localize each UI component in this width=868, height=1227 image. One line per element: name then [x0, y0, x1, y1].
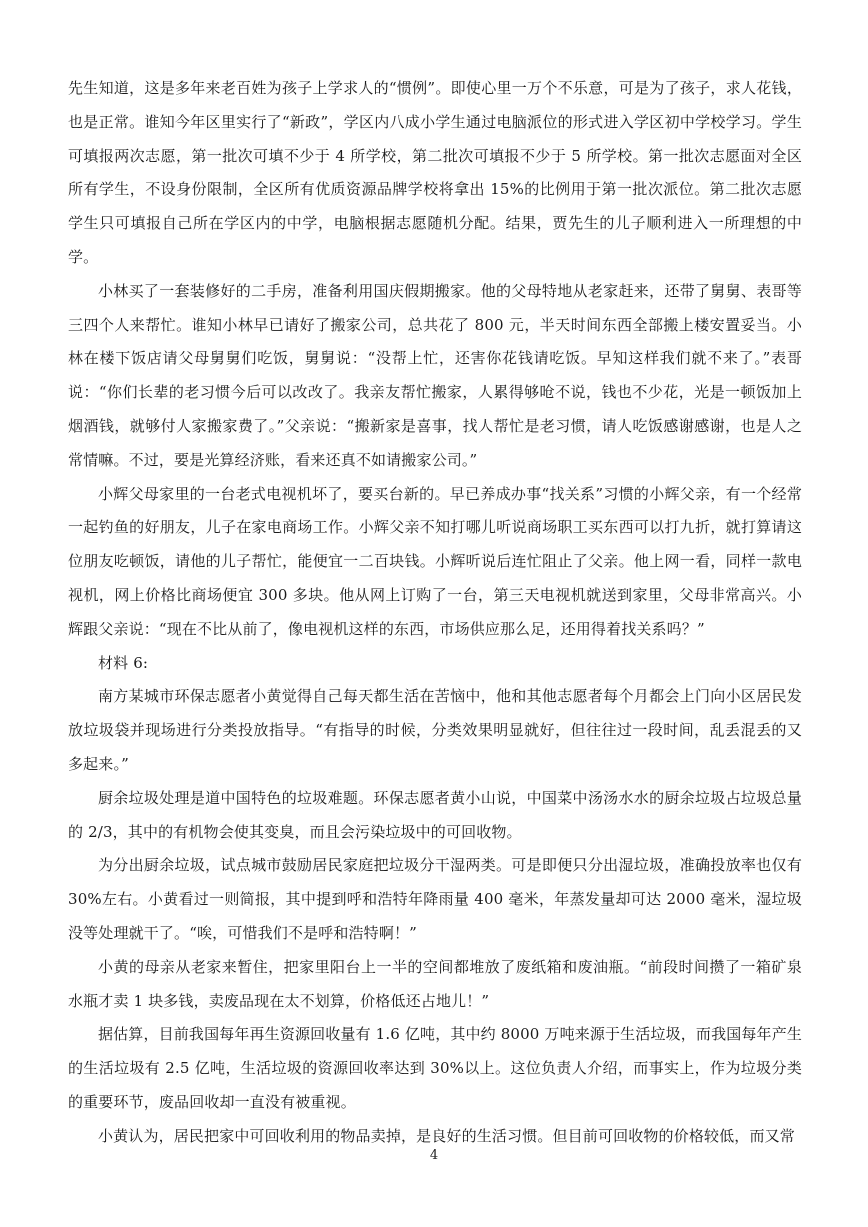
paragraph: 小黄的母亲从老家来暂住，把家里阳台上一半的空间都堆放了废纸箱和废油瓶。“前段时间攒了一箱矿泉水瓶才卖 1 块多钱，卖废品现在太不划算，价格低还占地儿！”	[68, 957, 802, 1010]
paragraph: 据估算，目前我国每年再生资源回收量有 1.6 亿吨，其中约 8000 万吨来源于生活垃圾，而我国每年产生的生活垃圾有 2.5 亿吨，生活垃圾的资源回收率达到 30%以上。这位负责人介绍，而事实上，作为垃圾分类的重要环节，废品回收却一直没有被重视。	[68, 1025, 802, 1111]
paragraph: 小林买了一套装修好的二手房，准备利用国庆假期搬家。他的父母特地从老家赶来，还带了舅舅、表哥等三四个人来帮忙。谁知小林早已请好了搬家公司，总共花了 800 元，半天时间东西全部搬上楼安置妥当。小林在楼下饭店请父母舅舅们吃饭，舅舅说：“没帮上忙，还害你花钱请吃饭。早知这样我们就不来了。”表哥说：“你们长辈的老习惯今后可以改改了。我亲友帮忙搬家，人累得够呛不说，钱也不少花，光是一顿饭加上烟酒钱，就够付人家搬家费了。”父亲说：“搬新家是喜事，找人帮忙是老习惯，请人吃饭感谢感谢，也是人之常情嘛。不过，要是光算经济账，看来还真不如请搬家公司。”	[68, 281, 802, 469]
section-heading: 材料 6:	[98, 653, 149, 672]
paragraph: 小黄认为，居民把家中可回收利用的物品卖掉，是良好的生活习惯。但目前可回收物的价格较低，而又常	[98, 1126, 795, 1145]
page-number: 4	[429, 1148, 439, 1163]
paragraph: 为分出厨余垃圾，试点城市鼓励居民家庭把垃圾分干湿两类。可是即便只分出湿垃圾，准确投放率也仅有 30%左右。小黄看过一则简报，其中提到呼和浩特年降雨量 400 毫米，年蒸发量却可达 2000 毫米，湿垃圾没等处理就干了。“唉，可惜我们不是呼和浩特啊！”	[68, 856, 802, 942]
paragraph: 先生知道，这是多年来老百姓为孩子上学求人的“惯例”。即使心里一万个不乐意，可是为了孩子，求人花钱，也是正常。谁知今年区里实行了“新政”，学区内八成小学生通过电脑派位的形式进入学区初中学校学习。学生可填报两次志愿，第一批次可填不少于 4 所学校，第二批次可填报不少于 5 所学校。第一批次志愿面对全区所有学生，不设身份限制，全区所有优质资源品牌学校将拿出 15%的比例用于第一批次派位。第二批次志愿学生只可填报自己所在学区内的中学，电脑根据志愿随机分配。结果，贾先生的儿子顺利进入一所理想的中学。	[68, 79, 802, 266]
paragraph: 小辉父母家里的一台老式电视机坏了，要买台新的。早已养成办事“找关系”习惯的小辉父亲，有一个经常一起钓鱼的好朋友，儿子在家电商场工作。小辉父亲不知打哪儿听说商场职工买东西可以打九折，就打算请这位朋友吃顿饭，请他的儿子帮忙，能便宜一二百块钱。小辉听说后连忙阻止了父亲。他上网一看，同样一款电视机，网上价格比商场便宜 300 多块。他从网上订购了一台，第三天电视机就送到家里，父母非常高兴。小辉跟父亲说：“现在不比从前了，像电视机这样的东西，市场供应那么足，还用得着找关系吗？”	[68, 484, 802, 638]
document-body	[68, 72, 802, 1154]
paragraph: 南方某城市环保志愿者小黄觉得自己每天都生活在苦恼中，他和其他志愿者每个月都会上门向小区居民发放垃圾袋并现场进行分类投放指导。“有指导的时候，分类效果明显就好，但往往过一段时间，乱丢混丢的又多起来。”	[68, 687, 802, 773]
paragraph: 厨余垃圾处理是道中国特色的垃圾难题。环保志愿者黄小山说，中国菜中汤汤水水的厨余垃圾占垃圾总量的 2/3，其中的有机物会使其变臭，而且会污染垃圾中的可回收物。	[68, 788, 802, 841]
